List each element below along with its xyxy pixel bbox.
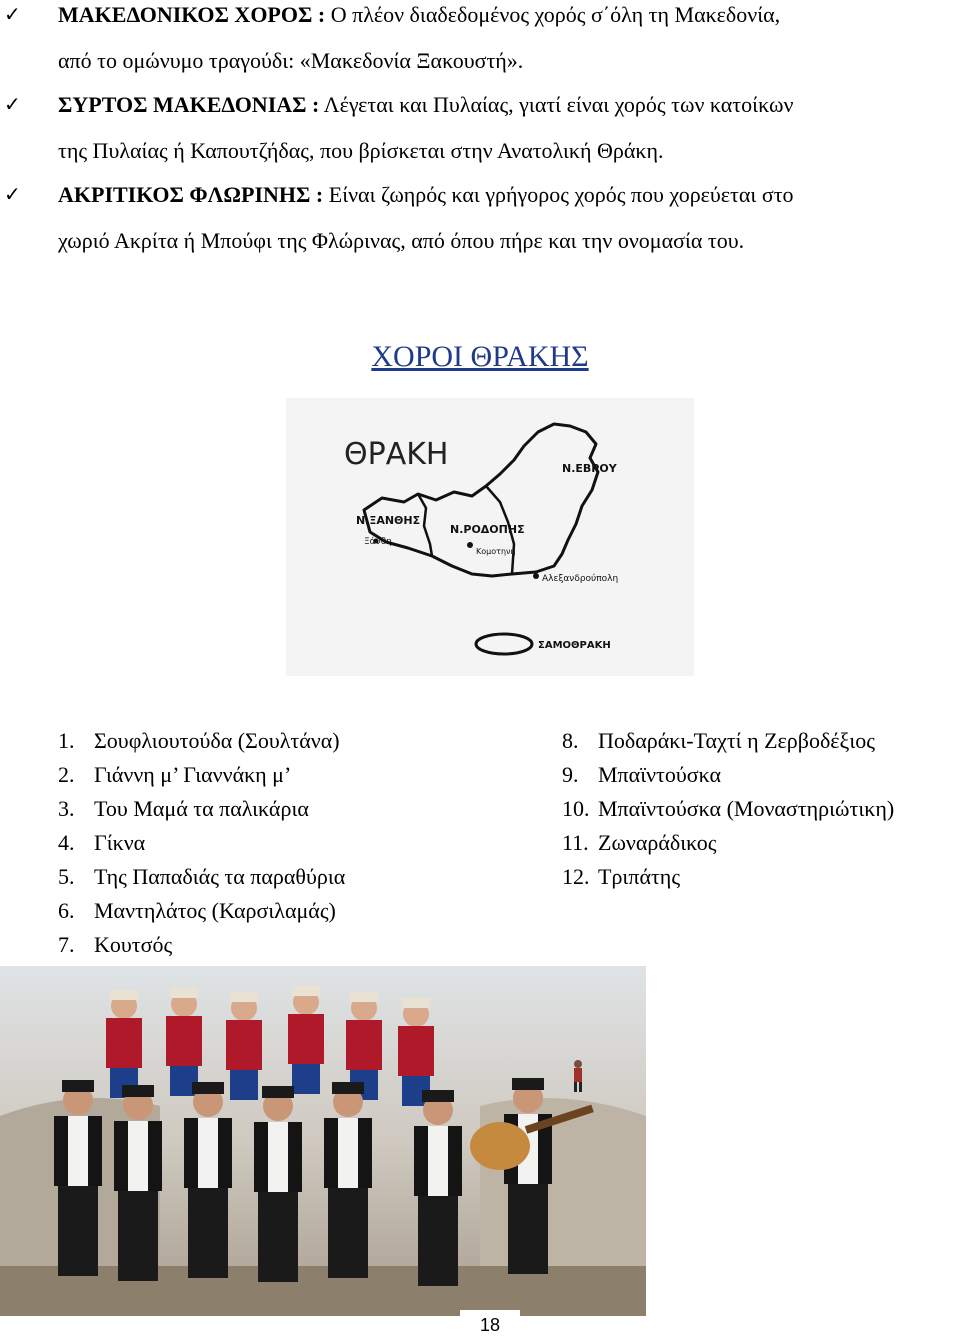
bullet-text: Είναι ζωηρός και γρήγορος χορός που χορεύεται στο [323,182,794,207]
label-xanthi-prefecture: Ν.ΞΑΝΘΗΣ [356,514,421,527]
bullet-title: ΑΚΡΙΤΙΚΟΣ ΦΛΩΡΙΝΗΣ : [58,182,324,207]
label-rodopi-prefecture: Ν.ΡΟΔΟΠΗΣ [450,523,525,536]
bullet-text: Ο πλέον διαδεδομένος χορός σ΄όλη τη Μακεδονία, [325,2,781,27]
page-number: 18 [460,1310,520,1336]
section-heading: ΧΟΡΟΙ ΘΡΑΚΗΣ [371,340,589,373]
samothraki-island [476,634,532,654]
list-item: 5. Της Παπαδιάς τα παραθύρια [58,864,346,889]
label-alexandroupoli: Αλεξανδρούπολη [542,574,619,584]
alexandroupoli-dot [533,573,539,579]
label-evros: Ν.ΕΒΡΟΥ [562,462,617,475]
list-item: 6. Μαντηλάτος (Καρσιλαμάς) [58,898,336,923]
bullet-title: ΜΑΚΕΔΟΝΙΚΟΣ ΧΟΡΟΣ : [58,2,326,27]
thrace-map [286,398,694,676]
list-item: 4. Γίκνα [58,830,146,855]
list-item: 9. Μπαϊντούσκα [562,762,722,787]
checkmark-icon: ✓ [4,92,21,116]
map-title: ΘΡΑΚΗ [344,437,449,472]
bullet-title: ΣΥΡΤΟΣ ΜΑΚΕΔΟΝΙΑΣ : [58,92,320,117]
dancers-photo-drawing [0,966,646,1316]
thrace-map-drawing [286,398,694,676]
checkmark-icon: ✓ [4,2,21,26]
bullet-text: Λέγεται και Πυλαίας, γιατί είναι χορός των κατοίκων [319,92,794,117]
list-item: 10. Μπαϊντούσκα (Μοναστηριώτικη) [562,796,895,821]
label-xanthi: Ξάνθη [364,537,392,547]
label-samothraki: ΣΑΜΟΘΡΑΚΗ [538,640,611,651]
list-item: 3. Του Μαμά τα παλικάρια [58,796,309,821]
komotini-dot [467,542,473,548]
checkmark-icon: ✓ [4,182,21,206]
list-item: 1. Σουφλιουτούδα (Σουλτάνα) [58,728,340,753]
label-komotini: Κομοτηνή [476,547,516,556]
list-item: 7. Κουτσός [58,932,173,957]
bullet-text-continued: της Πυλαίας ή Καπουτζήδας, που βρίσκεται στην Ανατολική Θράκη. [58,138,664,163]
list-item: 11. Ζωναράδικος [562,830,717,855]
bullet-text-continued: χωριό Ακρίτα ή Μπούφι της Φλώρινας, από όπου πήρε και την ονομασία του. [58,228,745,253]
dancers-photo [0,966,646,1316]
list-item: 2. Γιάννη μ’ Γιαννάκη μ’ [58,762,292,787]
list-item: 12. Τριπάτης [562,864,681,889]
list-item: 8. Ποδαράκι-Ταχτί η Ζερβοδέξιος [562,728,875,753]
bullet-text-continued: από το ομώνυμο τραγούδι: «Μακεδονία Ξακουστή». [58,48,524,73]
